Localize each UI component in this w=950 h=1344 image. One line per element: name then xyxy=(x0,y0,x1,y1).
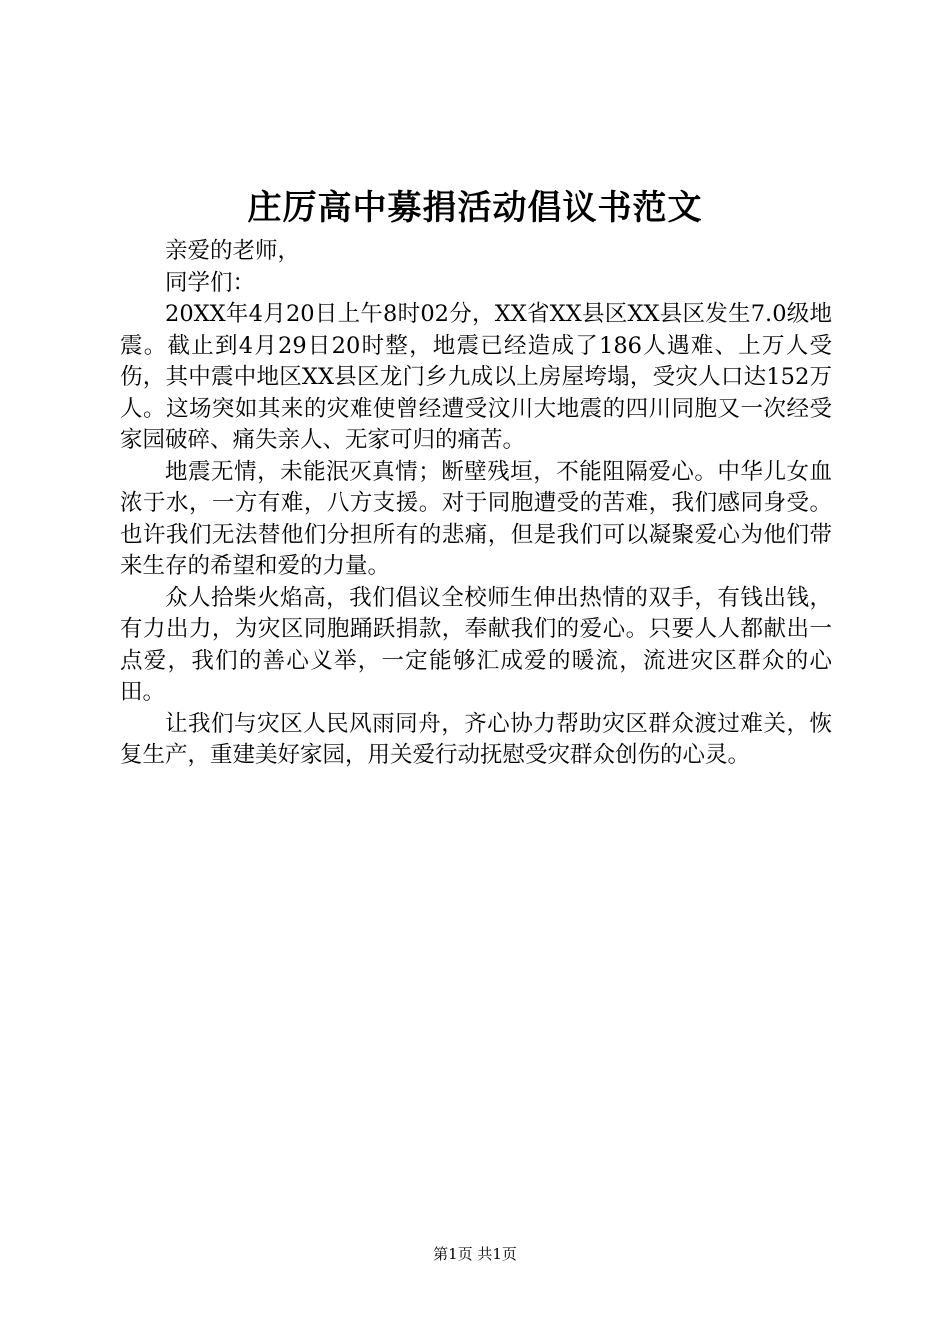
document-body xyxy=(120,236,832,772)
document-title: 庄厉高中募捐活动倡议书范文 xyxy=(247,188,703,228)
paragraph-2: 地震无情，未能泯灭真情；断壁残垣，不能阻隔爱心。中华儿女血浓于水，一方有难，八方支援。对于同胞遭受的苦难，我们感同身受。也许我们无法替他们分担所有的悲痛，但是我们可以凝聚爱心为他们带来生存的希望和爱的力量。 xyxy=(120,458,832,579)
salutation-line-2: 同学们： xyxy=(165,269,256,296)
paragraph-4: 让我们与灾区人民风雨同舟，齐心协力帮助灾区群众渡过难关，恢复生产，重建美好家园，用关爱行动抚慰受灾群众创伤的心灵。 xyxy=(120,710,832,768)
paragraph-3: 众人拾柴火焰高，我们倡议全校师生伸出热情的双手，有钱出钱，有力出力，为灾区同胞踊跃捐款，奉献我们的爱心。只要人人都献出一点爱，我们的善心义举，一定能够汇成爱的暖流，流进灾区群众的心田。 xyxy=(120,584,832,705)
salutation-line-1: 亲爱的老师， xyxy=(165,238,301,264)
page-footer: 第1页 共1页 xyxy=(433,1245,517,1263)
paragraph-1: 20XX年4月20日上午8时02分，XX省XX县区XX县区发生7.0级地震。截止到4月29日20时整，地震已经造成了186人遇难、上万人受伤，其中震中地区XX县区龙门乡九成以上房屋垮塌，受灾人口达152万人。这场突如其来的灾难使曾经遭受汶川大地震的四川同胞又一次经受家园破碎、痛失亲人、无家可归的痛苦。 xyxy=(120,301,832,453)
